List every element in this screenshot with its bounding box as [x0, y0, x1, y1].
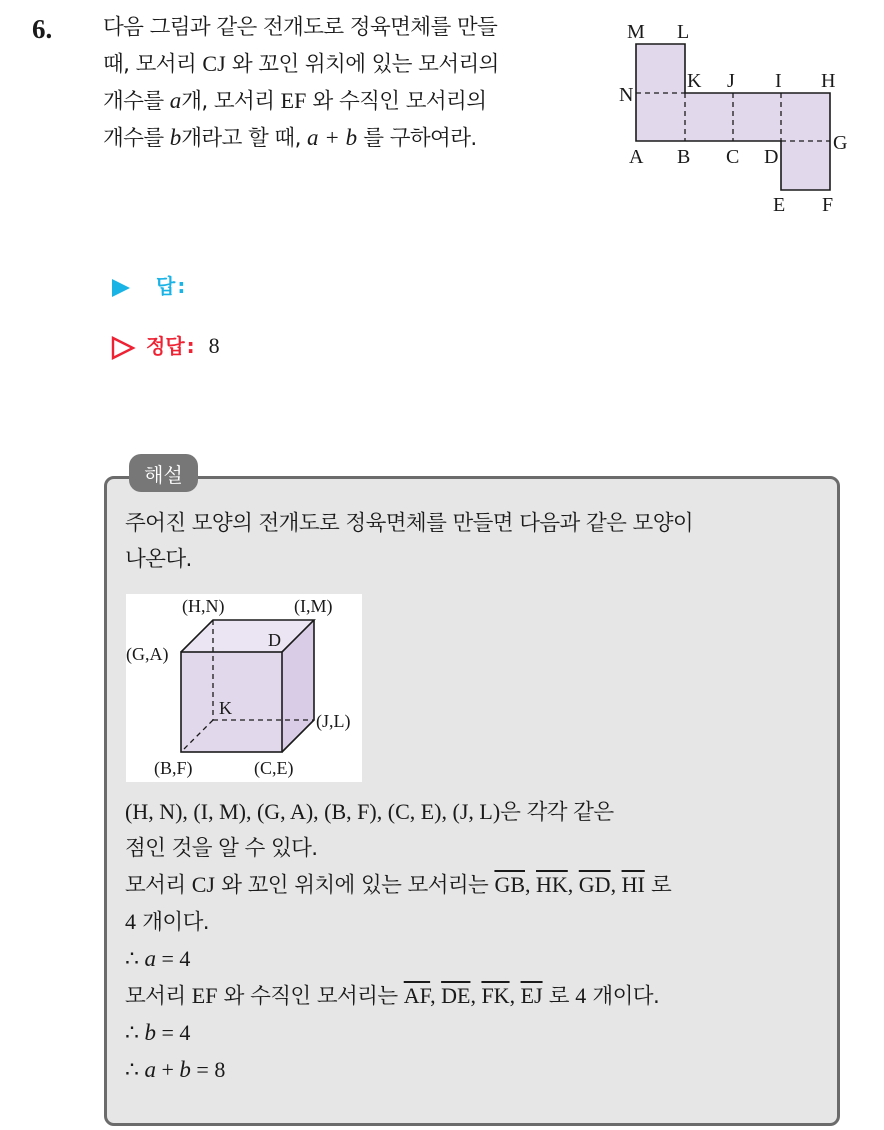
- answer-label: 답: [156, 274, 176, 298]
- answer-colon: :: [177, 274, 186, 298]
- net-label-m: M: [627, 21, 645, 43]
- cube-label-hn: (H,N): [182, 596, 225, 616]
- solution-line-4: 점인 것을 알 수 있다.: [125, 836, 318, 861]
- cube-label-k: K: [219, 698, 232, 718]
- question-line-2: 때, 모서리 CJ 와 꼬인 위치에 있는 모서리의: [103, 51, 499, 77]
- net-label-a: A: [629, 146, 644, 168]
- solution-body: [125, 794, 835, 1089]
- correct-answer-value: 8: [208, 333, 220, 358]
- correct-answer-row: [110, 330, 220, 361]
- net-label-l: L: [677, 21, 690, 43]
- cube-diagram: [126, 594, 362, 782]
- outline-triangle-icon: [110, 335, 136, 361]
- cube-label-bf: (B,F): [154, 758, 193, 778]
- solution-line-9: ∴ b = 4: [125, 1020, 191, 1045]
- solution-line-5: 모서리 CJ 와 꼬인 위치에 있는 모서리는 $\overline{GB}$, $\overline{HK}$, $\overline{GD}$, $\overline{HI}$ 로: [125, 872, 672, 898]
- net-label-k: K: [687, 70, 702, 92]
- solution-line-6: 4 개이다.: [125, 909, 209, 935]
- net-label-h: H: [821, 70, 836, 92]
- question-text: [103, 10, 593, 157]
- net-label-j: J: [727, 70, 735, 92]
- net-label-d: D: [764, 146, 779, 168]
- solution-line-8: 모서리 EF 와 수직인 모서리는 $\overline{AF}$, $\overline{DE}$, $\overline{FK}$, $\overline{EJ}$ 로 4 개이다.: [125, 983, 660, 1009]
- cube-label-ga: (G,A): [126, 644, 169, 664]
- correct-answer-colon: :: [186, 334, 195, 358]
- solution-line-10: ∴ a + b = 8: [125, 1057, 226, 1082]
- answer-row: [110, 270, 185, 299]
- cube-label-im: (I,M): [294, 596, 333, 616]
- net-label-e: E: [773, 194, 786, 216]
- cube-label-jl: (J,L): [316, 711, 351, 731]
- question-line-3: 개수를 a개, 모서리 EF 와 수직인 모서리의: [103, 88, 487, 114]
- question-number: 6.: [32, 14, 53, 44]
- solution-line-1: 주어진 모양의 전개도로 정육면체를 만들면 다음과 같은 모양이: [125, 511, 694, 536]
- cube-label-d: D: [268, 630, 281, 650]
- net-label-b: B: [677, 146, 691, 168]
- correct-answer-label: 정답: [146, 334, 185, 358]
- net-label-g: G: [833, 132, 848, 154]
- question-line-4: 개수를 b개라고 할 때, a + b 를 구하여라.: [103, 125, 477, 151]
- solution-line-2: 나온다.: [125, 547, 192, 572]
- filled-triangle-icon: [110, 277, 132, 299]
- net-label-n: N: [619, 84, 634, 106]
- net-outline: [636, 44, 830, 190]
- net-label-c: C: [726, 146, 740, 168]
- solution-line-7: ∴ a = 4: [125, 946, 191, 971]
- net-label-i: I: [775, 70, 782, 92]
- question-line-1: 다음 그림과 같은 전개도로 정육면체를 만들: [103, 15, 498, 40]
- cube-label-ce: (C,E): [254, 758, 294, 778]
- solution-tag: 해설: [129, 454, 198, 492]
- cube-net-diagram: [605, 18, 855, 218]
- solution-intro: [125, 506, 835, 578]
- net-label-f: F: [822, 194, 834, 216]
- solution-line-3: (H, N), (I, M), (G, A), (B, F), (C, E), (J, L)은 각각 같은: [125, 799, 614, 825]
